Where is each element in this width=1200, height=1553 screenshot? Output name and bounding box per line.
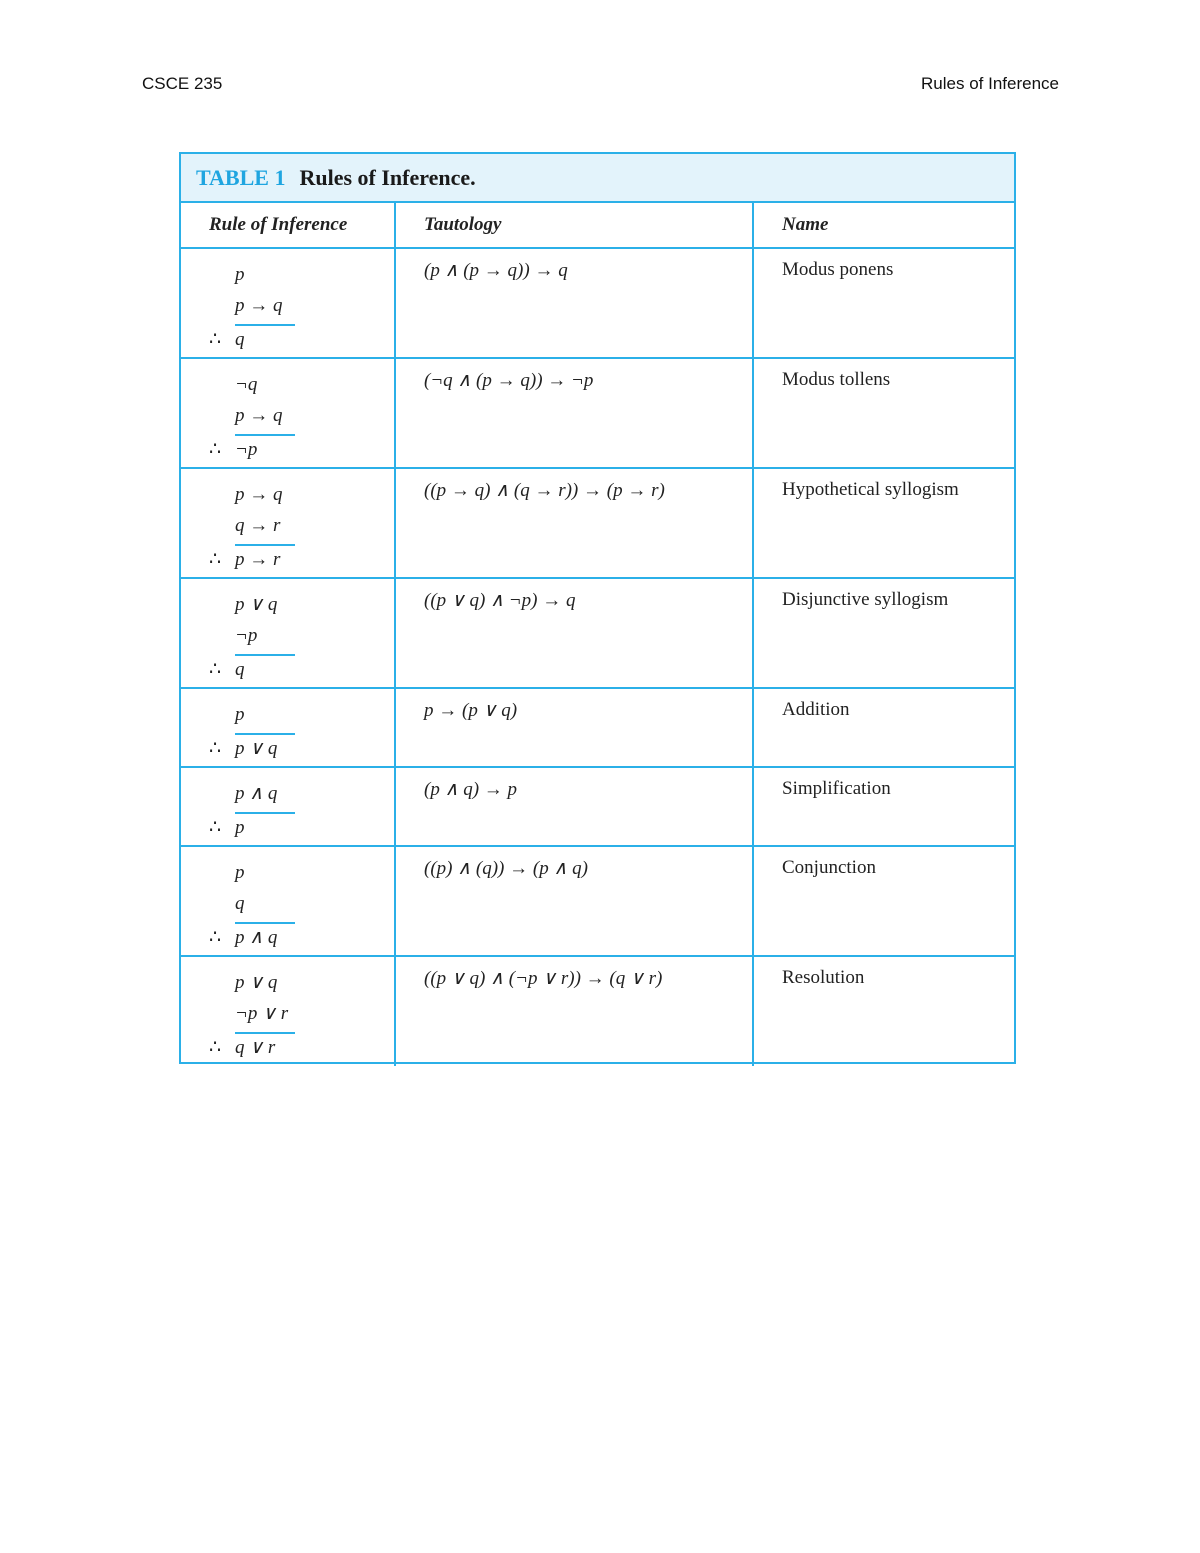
- tautology-text: ((p ∨ q) ∧ (¬p ∨ r)) → (q ∨ r): [424, 968, 663, 989]
- name-cell: [753, 578, 1014, 688]
- rules-table: [179, 152, 1016, 1064]
- course-code: CSCE 235: [142, 74, 223, 93]
- name-cell: [753, 767, 1014, 846]
- rule-cell: [181, 578, 395, 688]
- rule-name: Resolution: [782, 967, 865, 988]
- premise: p: [235, 704, 245, 725]
- tautology-text: p → (p ∨ q): [424, 700, 518, 721]
- conclusion-text: p ∧ q: [235, 927, 278, 948]
- premise: p ∧ q: [235, 783, 278, 804]
- premise: p → q: [235, 405, 283, 426]
- therefore-symbol: ∴: [209, 549, 222, 570]
- conclusion-text: ¬p: [235, 439, 258, 460]
- table-row: [181, 358, 1014, 468]
- conclusion-text: q: [235, 329, 245, 350]
- conclusion-text: p → r: [235, 549, 281, 570]
- therefore-symbol: ∴: [209, 1037, 222, 1058]
- rule-name: Hypothetical syllogism: [782, 479, 959, 500]
- name-cell: [753, 956, 1014, 1066]
- tautology-text: ((p → q) ∧ (q → r)) → (p → r): [424, 480, 665, 501]
- tautology-cell: [395, 688, 753, 767]
- column-header-name: Name: [753, 203, 1014, 248]
- conclusion: [209, 922, 295, 954]
- conclusion: [209, 654, 295, 686]
- tautology-cell: [395, 468, 753, 578]
- therefore-symbol: ∴: [209, 817, 222, 838]
- tautology-cell: [395, 358, 753, 468]
- therefore-symbol: ∴: [209, 738, 222, 759]
- rule-name: Simplification: [782, 778, 891, 799]
- table-header-row: [181, 203, 1014, 248]
- table-row: [181, 248, 1014, 358]
- premise: q → r: [235, 515, 281, 536]
- table-row: [181, 468, 1014, 578]
- conclusion: [209, 324, 295, 356]
- therefore-symbol: ∴: [209, 329, 222, 350]
- column-header-tautology: Tautology: [395, 203, 753, 248]
- rule-name: Addition: [782, 699, 850, 720]
- page-header: [142, 74, 1059, 94]
- tautology-text: (p ∧ (p → q)) → q: [424, 260, 568, 281]
- table-row: [181, 578, 1014, 688]
- conclusion-text: q ∨ r: [235, 1037, 276, 1058]
- rule-cell: [181, 358, 395, 468]
- rule-cell: [181, 688, 395, 767]
- table-caption: [181, 154, 1014, 203]
- conclusion-text: p ∨ q: [235, 738, 278, 759]
- conclusion: [209, 733, 295, 765]
- conclusion-text: q: [235, 659, 245, 680]
- conclusion: [209, 544, 295, 576]
- rule-cell: [181, 248, 395, 358]
- conclusion-text: p: [235, 817, 245, 838]
- conclusion: [209, 812, 295, 844]
- tautology-cell: [395, 956, 753, 1066]
- name-cell: [753, 248, 1014, 358]
- premise: p ∨ q: [235, 972, 278, 993]
- premise: p: [235, 264, 245, 285]
- rule-cell: [181, 956, 395, 1066]
- premise: p: [235, 862, 245, 883]
- table-row: [181, 846, 1014, 956]
- tautology-cell: [395, 767, 753, 846]
- name-cell: [753, 468, 1014, 578]
- tautology-cell: [395, 248, 753, 358]
- name-cell: [753, 846, 1014, 956]
- therefore-symbol: ∴: [209, 439, 222, 460]
- rule-name: Modus tollens: [782, 369, 891, 390]
- tautology-text: (¬q ∧ (p → q)) → ¬p: [424, 370, 594, 391]
- premise: p ∨ q: [235, 594, 278, 615]
- tautology-cell: [395, 846, 753, 956]
- conclusion: [209, 1032, 295, 1064]
- therefore-symbol: ∴: [209, 927, 222, 948]
- premise: q: [235, 893, 245, 914]
- table-title: Rules of Inference.: [299, 164, 476, 190]
- premise: ¬p ∨ r: [235, 1003, 289, 1024]
- rule-name: Conjunction: [782, 857, 876, 878]
- table-tag: TABLE 1: [196, 164, 286, 190]
- table-row: [181, 956, 1014, 1066]
- tautology-text: (p ∧ q) → p: [424, 779, 518, 800]
- premise: ¬q: [235, 374, 258, 395]
- premise: p → q: [235, 484, 283, 505]
- rule-cell: [181, 468, 395, 578]
- document-title: Rules of Inference: [921, 74, 1059, 93]
- rule-name: Modus ponens: [782, 259, 894, 280]
- table-row: [181, 767, 1014, 846]
- rule-name: Disjunctive syllogism: [782, 589, 949, 610]
- table-row: [181, 688, 1014, 767]
- column-header-rule: Rule of Inference: [181, 203, 395, 248]
- name-cell: [753, 688, 1014, 767]
- tautology-text: ((p ∨ q) ∧ ¬p) → q: [424, 590, 576, 611]
- rule-cell: [181, 846, 395, 956]
- rule-cell: [181, 767, 395, 846]
- therefore-symbol: ∴: [209, 659, 222, 680]
- name-cell: [753, 358, 1014, 468]
- table-body: [181, 248, 1014, 1066]
- tautology-text: ((p) ∧ (q)) → (p ∧ q): [424, 858, 588, 879]
- conclusion: [209, 434, 295, 466]
- tautology-cell: [395, 578, 753, 688]
- inference-table: [181, 203, 1014, 1066]
- premise: ¬p: [235, 625, 258, 646]
- premise: p → q: [235, 295, 283, 316]
